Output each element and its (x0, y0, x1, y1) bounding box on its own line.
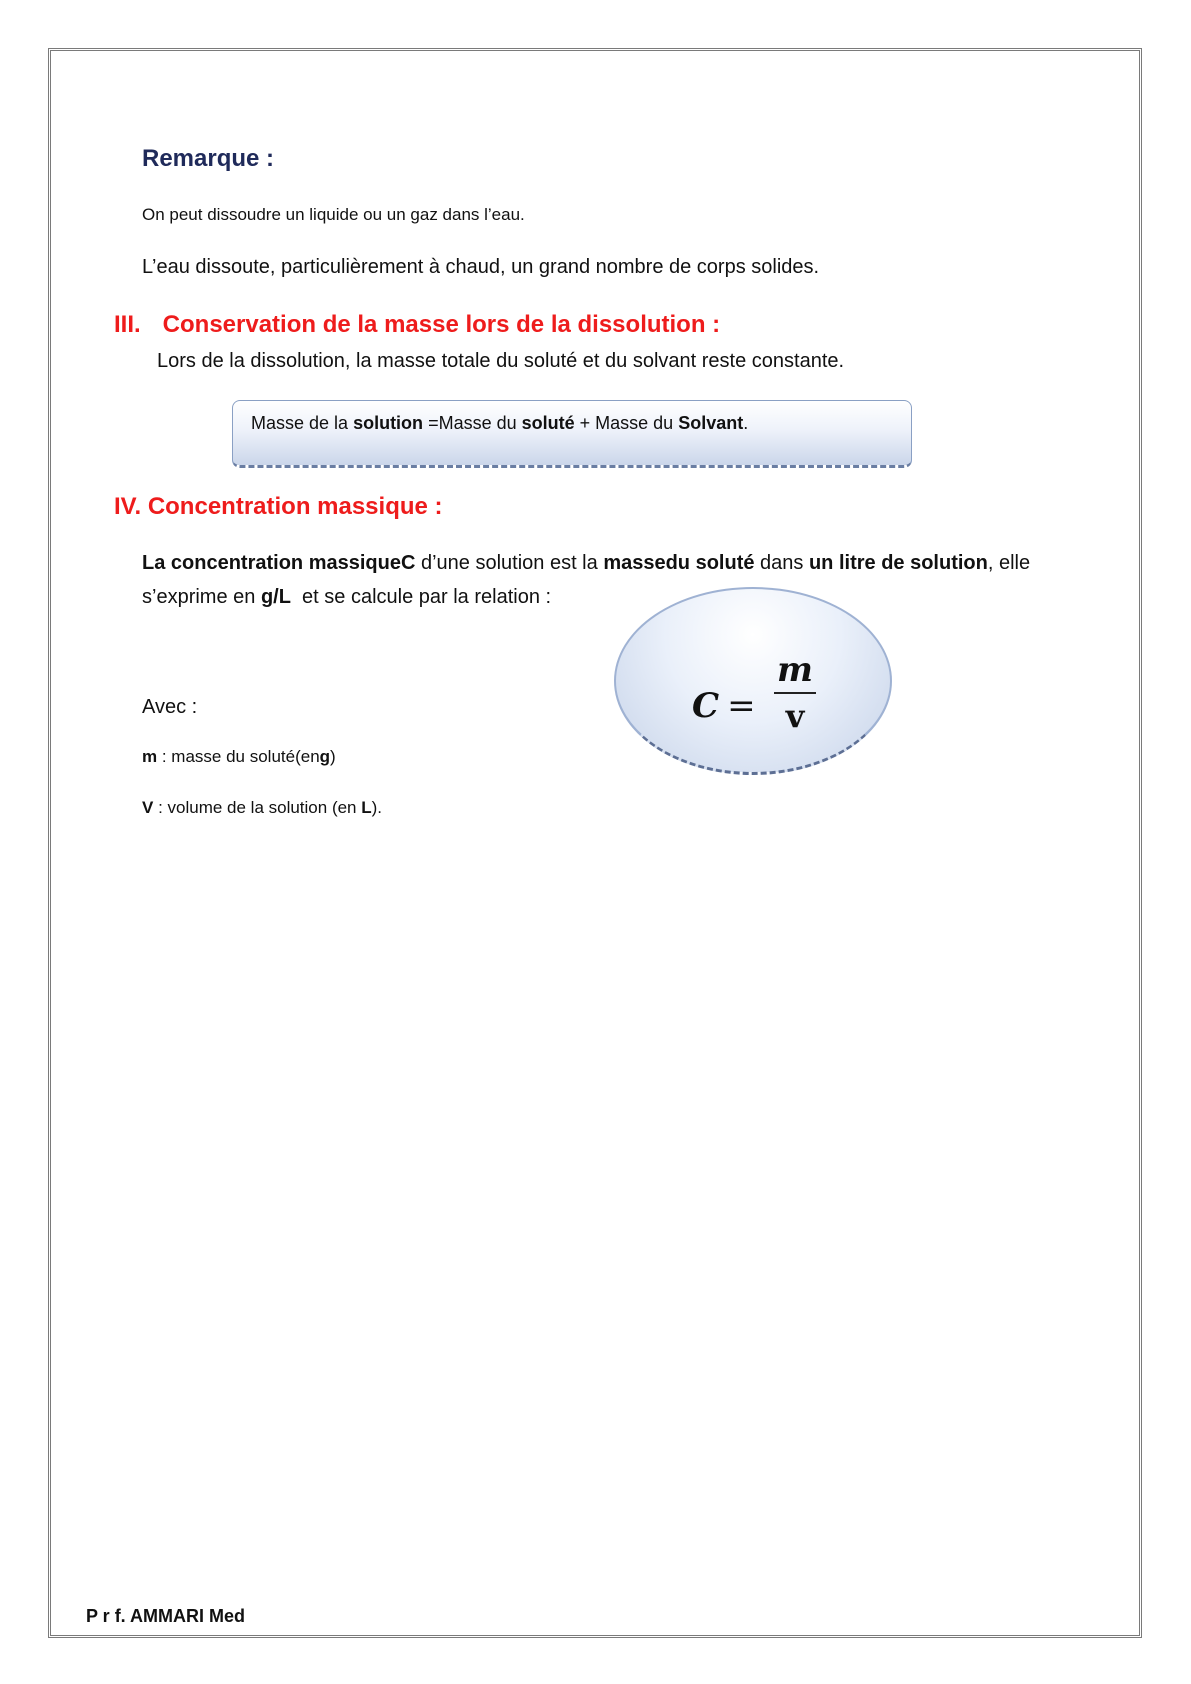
avec-label: Avec : (142, 696, 198, 718)
var-v-close: ). (371, 798, 383, 817)
formula-lhs (692, 686, 756, 726)
var-m-text: : masse du soluté(en (157, 747, 320, 766)
formula-ellipse (614, 587, 892, 775)
formula-equals: = (727, 686, 756, 726)
var-m-unit: g (319, 747, 331, 766)
mass-eq-part: + Masse du (574, 413, 679, 433)
def-bold-2: massedu soluté (603, 552, 755, 574)
section-4-number: IV. (114, 493, 142, 520)
formula-denominator: v (785, 697, 805, 735)
section-3-text: Lors de la dissolution, la masse totale du soluté et du solvant reste constante. (157, 350, 845, 372)
def-part: d’une solution est la (415, 552, 604, 574)
section-3-heading (114, 311, 720, 339)
var-v-symbol: V (142, 798, 154, 817)
definition-line-2 (142, 586, 551, 609)
def-bold-1: La concentration massiqueC (142, 552, 416, 574)
def-part: s’exprime en (142, 586, 261, 608)
def-part: dans (754, 552, 809, 574)
mass-eq-part: =Masse du (423, 413, 522, 433)
mass-eq-solvent: Solvant (678, 413, 744, 433)
fraction-bar (774, 692, 816, 694)
mass-eq-solute: soluté (521, 413, 575, 433)
var-v-unit: L (361, 798, 372, 817)
def-part: , elle (987, 552, 1031, 574)
var-m-symbol: m (142, 747, 158, 766)
formula-fraction (774, 652, 816, 734)
mass-equation-box (232, 400, 912, 468)
var-v-line (142, 798, 382, 818)
formula-c: C (692, 686, 720, 726)
def-bold-3: un litre de solution (808, 552, 988, 574)
author-footer: P r f. AMMARI Med (86, 1606, 246, 1626)
var-v-text: : volume de la solution (en (153, 798, 362, 817)
mass-eq-part: . (743, 413, 749, 433)
remark-line-2: L’eau dissoute, particulièrement à chaud, un grand nombre de corps solides. (142, 256, 820, 278)
remark-line-1: On peut dissoudre un liquide ou un gaz dans l’eau. (142, 205, 525, 224)
mass-eq-solution: solution (353, 413, 424, 433)
section-4-heading (114, 493, 443, 521)
def-unit: g/L (260, 586, 291, 608)
section-3-title: Conservation de la masse lors de la dissolution : (162, 311, 721, 338)
mass-eq-part: Masse de la (251, 413, 354, 433)
var-m-close: ) (330, 747, 336, 766)
section-4-title: Concentration massique : (147, 493, 443, 520)
page-border (48, 48, 1142, 1638)
def-part: et se calcule par la relation : (290, 586, 552, 608)
section-3-number: III. (114, 311, 141, 338)
definition-line-1 (142, 552, 1030, 575)
mass-equation-text (251, 413, 748, 434)
var-m-line (142, 747, 336, 767)
remark-title: Remarque : (142, 145, 275, 172)
formula-numerator: m (777, 650, 813, 690)
